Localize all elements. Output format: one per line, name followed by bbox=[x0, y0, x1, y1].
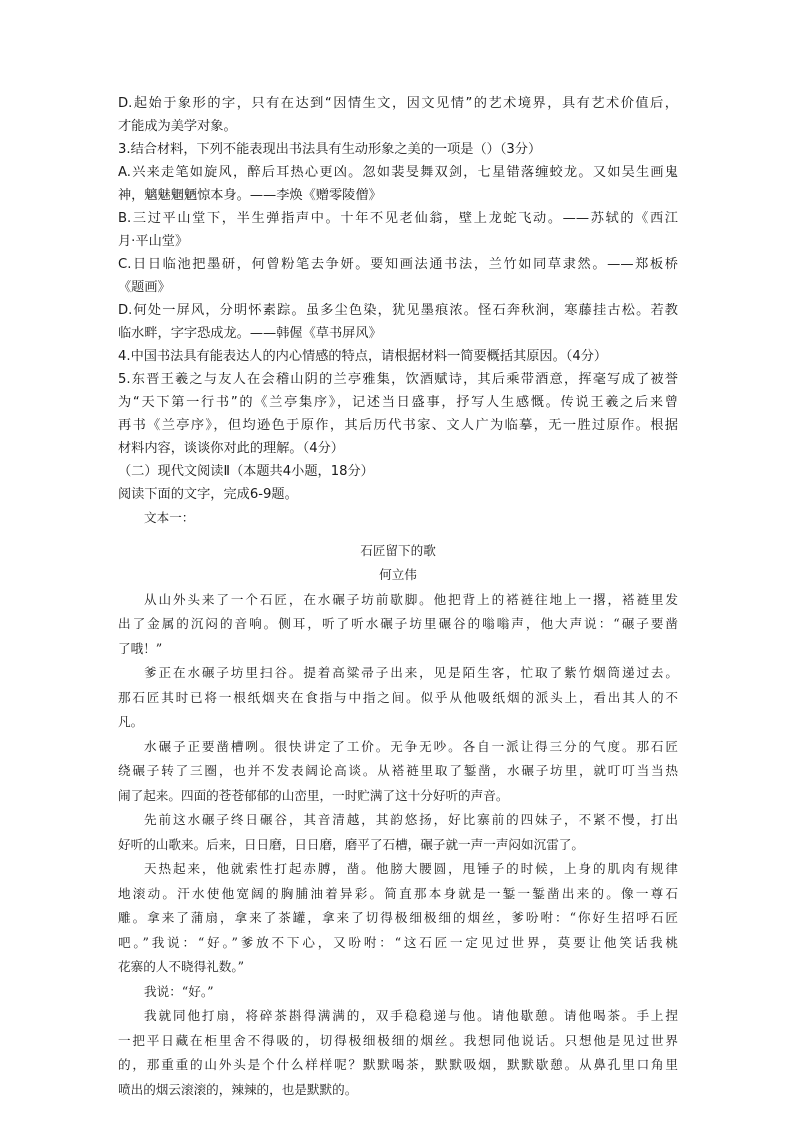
story-paragraph bbox=[118, 857, 678, 980]
story-paragraph bbox=[118, 808, 678, 857]
section-instruction: 阅读下面的文字，完成6-9题。 bbox=[118, 487, 298, 502]
question-3-option-c bbox=[118, 253, 678, 299]
text-line: 再书《兰亭序》，但均逊色于原作，其后历代书家、文人广为临摹，无一胜过原作。根据 bbox=[118, 418, 678, 433]
question-5 bbox=[118, 368, 678, 460]
text-line: 先前这水碾子终日碾谷，其音清越，其韵悠扬，好比寨前的四妹子，不紧不慢，打出 bbox=[144, 812, 678, 827]
text-line: 为“天下第一行书”的《兰亭集序》，记述当日盛事，抒写人生感慨。传说王羲之后来曾 bbox=[118, 395, 678, 410]
text-line: D.起始于象形的字，只有在达到“因情生文，因文见情”的艺术境界，具有艺术价值后， bbox=[118, 96, 678, 111]
text-line: 材料内容，谈谈你对此的理解。（4分） bbox=[118, 441, 344, 456]
text-line: 那石匠其时已将一根纸烟夹在食指与中指之间。似乎从他吸纸烟的派头上，看出其人的不 bbox=[118, 689, 678, 705]
story-paragraph bbox=[118, 1004, 678, 1102]
text-line: A.兴来走笔如旋风，醉后耳热心更凶。忽如裴旻舞双剑，七星错落缠蛟龙。又如吴生画鬼 bbox=[118, 165, 678, 180]
story-paragraph bbox=[118, 735, 678, 809]
text-line: 水碾子正要凿槽咧。很快讲定了工价。无争无吵。各自一派让得三分的气度。那石匠 bbox=[144, 738, 678, 754]
document-page bbox=[118, 92, 678, 1102]
text-line: 我说：“好。” bbox=[144, 983, 214, 999]
question-3-option-b bbox=[118, 207, 678, 253]
text-line: 吧。”我说：“好。”爹放不下心，又吩咐：“这石匠一定见过世界，莫要让他笑话我桃 bbox=[118, 934, 678, 950]
story-author: 何立伟 bbox=[379, 567, 417, 582]
story-body bbox=[118, 588, 678, 1103]
story-paragraph bbox=[118, 588, 678, 662]
text-line: 从山外头来了一个石匠，在水碾子坊前歇脚。他把背上的褡裢往地上一撂，褡裢里发 bbox=[144, 591, 678, 607]
story-title: 石匠留下的歌 bbox=[360, 542, 436, 558]
text-line: 凡。 bbox=[118, 714, 144, 729]
text-label: 文本一： bbox=[144, 510, 195, 525]
question-3-option-d bbox=[118, 299, 678, 345]
text-line: 出了金属的沉闷的音响。侧耳，听了听水碾子坊里碾谷的嗡嗡声，他大声说：“碾子要凿 bbox=[118, 616, 678, 631]
text-line: 临水畔，字字恐成龙。——韩偓《草书屏风》 bbox=[118, 326, 382, 341]
text-line: 花寨的人不晓得礼数。” bbox=[118, 959, 245, 974]
question-2-option-d bbox=[118, 92, 678, 138]
text-line: 绕碾子转了三圈，也并不发表阔论高谈。从褡裢里取了錾凿，水碾子坊里，就叮叮当当热 bbox=[118, 763, 678, 778]
text-line: 地滚动。汗水使他宽阔的胸脯油着异彩。简直那本身就是一錾一錾凿出来的。像一尊石 bbox=[118, 885, 678, 901]
text-line: 一把平日藏在柜里舍不得吸的，切得极细极细的烟丝。我想同他说话。只想他是见过世界 bbox=[118, 1032, 678, 1048]
section-heading: （二）现代文阅读Ⅱ（本题共4小题，18分） bbox=[118, 464, 374, 479]
story-paragraph bbox=[118, 661, 678, 735]
question-3-stem: 3.结合材料，下列不能表现出书法具有生动形象之美的一项是（）（3分） bbox=[118, 142, 542, 157]
text-line: 喷出的烟云滚滚的，辣辣的，也是默默的。 bbox=[118, 1081, 358, 1097]
text-line: B.三过平山堂下，半生弹指声中。十年不见老仙翁，壁上龙蛇飞动。——苏轼的《西江 bbox=[118, 211, 678, 226]
text-line: 月·平山堂》 bbox=[118, 234, 189, 249]
text-line: D.何处一屏风，分明怀素踪。虽多尘色染，犹见墨痕浓。怪石奔秋涧，寒藤挂古松。若教 bbox=[118, 303, 678, 318]
text-line: 我就同他打扇，将碎茶斟得满满的，双手稳稳递与他。请他歇憩。请他喝茶。手上捏 bbox=[144, 1008, 678, 1023]
text-line: 雕。拿来了蒲扇，拿来了茶罐，拿来了切得极细极细的烟丝，爹吩咐：“你好生招呼石匠 bbox=[118, 910, 678, 925]
text-line: 5.东晋王羲之与友人在会稽山阴的兰亭雅集，饮酒赋诗，其后乘带酒意，挥毫写成了被誉 bbox=[118, 372, 678, 387]
text-line: 《题画》 bbox=[118, 280, 171, 295]
question-3-option-a bbox=[118, 161, 678, 207]
text-line: 的，那重重的山外头是个什么样样呢？默默喝茶，默默吸烟，默默歇憩。从鼻孔里口角里 bbox=[118, 1057, 678, 1072]
text-line: 爹正在水碾子坊里扫谷。提着高粱帚子出来，见是陌生客，忙取了紫竹烟筒递过去。 bbox=[144, 665, 678, 680]
text-line: 好听的山歌来。后来，日日磨，日日磨，磨平了石槽，碾子就一声一声闷如沉雷了。 bbox=[118, 836, 584, 852]
text-line: 了哦！” bbox=[118, 640, 163, 656]
question-4: 4.中国书法具有能表达人的内心情感的特点，请根据材料一简要概括其原因。（4分） bbox=[118, 349, 608, 364]
story-paragraph bbox=[118, 980, 678, 1005]
text-line: C.日日临池把墨研，何曾粉笔去争妍。要知画法通书法，兰竹如同草隶然。——郑板桥 bbox=[118, 257, 678, 272]
text-line: 才能成为美学对象。 bbox=[118, 119, 237, 134]
text-line: 天热起来，他就索性打起赤膊，凿。他膀大腰圆，甩锤子的时候，上身的肌肉有规律 bbox=[144, 861, 678, 876]
text-line: 神，魑魅魍魉惊本身。——李焕《赠零陵僧》 bbox=[118, 188, 382, 203]
text-line: 闹了起来。四面的苍苍郁郁的山峦里，一时贮满了这十分好听的声音。 bbox=[118, 787, 509, 803]
